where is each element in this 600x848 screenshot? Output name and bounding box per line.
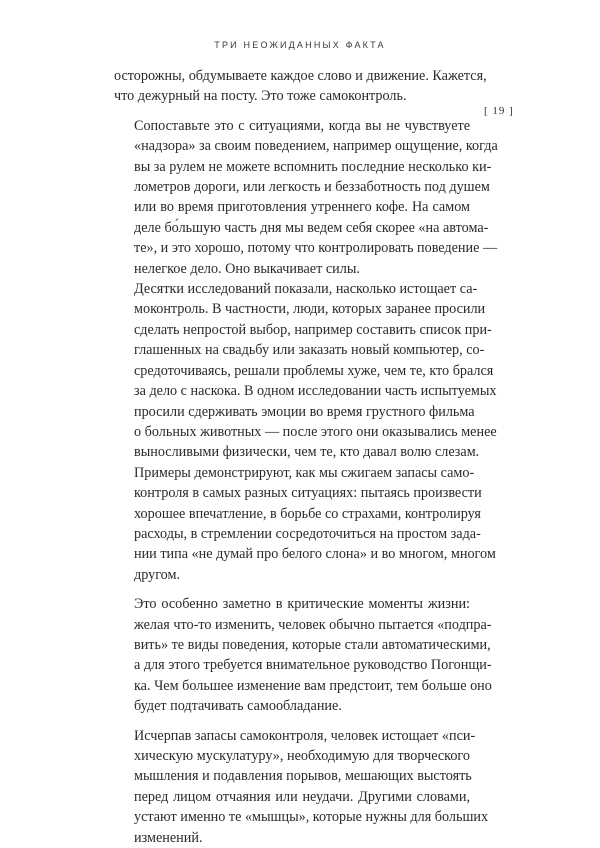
text-line: Примеры демонстрируют, как мы сжигаем запасы само-	[134, 464, 475, 481]
text-line: глашенных на свадьбу или заказать новый компьютер, со-	[134, 342, 485, 359]
text-line: Это особенно заметно в критические моменты жизни:	[134, 596, 470, 613]
text-line: вить» те виды поведения, которые стали автоматическими,	[134, 636, 491, 653]
text-line: желая что-то изменить, человек обычно пытается «подпра-	[134, 616, 492, 633]
text-line: выносливыми физически, чем те, кто давал волю слезам.	[134, 444, 480, 461]
text-line: нелегкое дело. Оно выкачивает силы.	[134, 260, 360, 277]
paragraph	[114, 594, 492, 716]
text-line: изменений.	[134, 829, 203, 846]
text-line: Десятки исследований показали, насколько истощает са-	[134, 281, 478, 298]
text-line: будет подтачивать самообладание.	[134, 698, 342, 715]
text-line: о больных животных — после этого они оказывались менее	[134, 423, 497, 440]
text-line: ка. Чем большее изменение вам предстоит, тем больше оно	[134, 677, 492, 694]
text-line: осторожны, обдумываете каждое слово и движение. Кажется,	[114, 68, 487, 84]
text-line: другом.	[134, 566, 181, 583]
text-line: «надзора» за своим поведением, например ощущение, когда	[134, 138, 498, 155]
text-line: лометров дороги, или легкость и беззаботность под душем	[134, 179, 490, 196]
text-line: перед лицом отчаяния или неудачи. Другими словами,	[134, 788, 470, 805]
text-line: средоточиваясь, решали проблемы хуже, чем те, кто брался	[134, 362, 494, 379]
page-number: [ 19 ]	[484, 105, 514, 117]
text-line: хическую мускулатуру», необходимую для творческого	[134, 748, 470, 764]
text-line: сделать непростой выбор, например составить список при-	[134, 321, 492, 338]
paragraph	[114, 66, 487, 107]
text-line: мышления и подавления порывов, мешающих выстоять	[134, 768, 472, 785]
text-line: а для этого требуется внимательное руководство Погонщи-	[134, 657, 492, 674]
paragraph	[114, 279, 497, 585]
text-line: контроля в самых разных ситуациях: пытаясь произвести	[134, 485, 482, 502]
text-line: деле бо́льшую часть дня мы ведем себя скорее «на автома-	[134, 219, 489, 236]
text-line: вы за рулем не можете вспомнить последние несколько ки-	[134, 158, 492, 175]
text-line: моконтроль. В частности, люди, которых заранее просили	[134, 301, 486, 318]
text-line: устают именно те «мышцы», которые нужны для больших	[134, 809, 489, 826]
text-line: что дежурный на посту. Это тоже самоконтроль.	[114, 88, 407, 105]
text-line: просили сдерживать эмоции во время грустного фильма	[134, 403, 475, 420]
text-line: хорошее впечатление, в борьбе со страхами, контролируя	[134, 505, 481, 522]
text-line: Исчерпав запасы самоконтроля, человек истощает «пси-	[134, 727, 476, 744]
text-line: те», и это хорошо, потому что контролировать поведение —	[134, 240, 498, 257]
text-line: или во время приготовления утреннего кофе. На самом	[134, 199, 470, 216]
text-line: за дело с наскока. В одном исследовании часть испытуемых	[134, 383, 497, 400]
text-line: Сопоставьте это с ситуациями, когда вы не чувствуете	[134, 117, 470, 134]
text-line: нии типа «не думай про белого слона» и во многом, многом	[134, 546, 496, 563]
paragraph	[114, 116, 498, 279]
running-head: ТРИ НЕОЖИДАННЫХ ФАКТА	[214, 40, 386, 50]
body-text	[114, 66, 498, 848]
paragraph	[114, 726, 489, 848]
text-line: расходы, в стремлении сосредоточиться на простом зада-	[134, 525, 481, 542]
